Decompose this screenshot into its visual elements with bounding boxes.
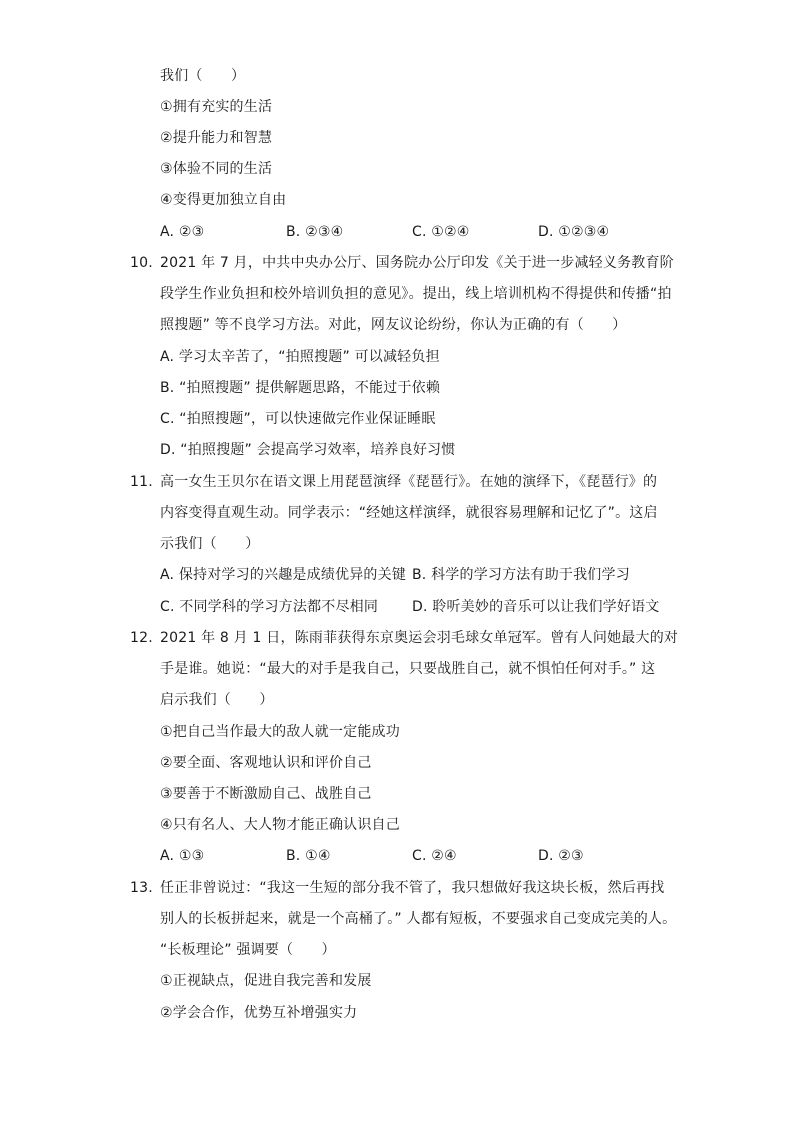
q12-option-b: B. ①④ bbox=[286, 848, 331, 864]
q12-option-c: C. ②④ bbox=[412, 848, 457, 864]
q9-statement-2: ②提升能力和智慧 bbox=[160, 130, 273, 146]
q12-statement-1: ①把自己当作最大的敌人就一定能成功 bbox=[160, 724, 400, 740]
q13-stem-line-1: 任正非曾说过：“我这一生短的部分我不管了，我只想做好我这块长板，然后再找 bbox=[160, 880, 665, 896]
q10-stem-line-1: 2021 年 7 月，中共中央办公厅、国务院办公厅印发《关于进一步减轻义务教育阶 bbox=[160, 255, 674, 271]
q10-number: 10. bbox=[130, 255, 153, 271]
q11-number: 11. bbox=[130, 474, 153, 490]
q12-statement-4: ④只有名人、大人物才能正确认识自己 bbox=[160, 817, 400, 833]
q12-option-d: D. ②③ bbox=[538, 848, 584, 864]
q11-option-a: A. 保持对学习的兴趣是成绩优异的关键 bbox=[160, 567, 407, 583]
q11-option-d: D. 聆听美妙的音乐可以让我们学好语文 bbox=[412, 599, 660, 615]
q11-stem-line-1: 高一女生王贝尔在语文课上用琵琶演绎《琵琶行》。在她的演绎下，《琵琶行》的 bbox=[160, 474, 658, 490]
q12-number: 12. bbox=[130, 630, 153, 646]
q10-option-a: A. 学习太辛苦了，“拍照搜题” 可以减轻负担 bbox=[160, 349, 440, 365]
q9-option-b: B. ②③④ bbox=[286, 224, 344, 240]
q12-option-a: A. ①③ bbox=[160, 848, 205, 864]
q9-statement-3: ③体验不同的生活 bbox=[160, 161, 273, 177]
q13-stem-line-2: 别人的长板拼起来，就是一个高桶了。” 人都有短板，不要强求自己变成完美的人。 bbox=[160, 911, 677, 927]
q11-stem-line-3: 示我们（ ） bbox=[160, 536, 260, 552]
q9-statement-4: ④变得更加独立自由 bbox=[160, 192, 287, 208]
q9-option-a: A. ②③ bbox=[160, 224, 205, 240]
q12-statement-2: ②要全面、客观地认识和评价自己 bbox=[160, 755, 372, 771]
q12-stem-line-3: 启示我们（ ） bbox=[160, 692, 274, 708]
q10-option-c: C. “拍照搜题”，可以快速做完作业保证睡眠 bbox=[160, 411, 436, 427]
q11-stem-line-2: 内容变得直观生动。同学表示：“经她这样演绎，就很容易理解和记忆了”。这启 bbox=[160, 505, 658, 521]
q10-stem-line-2: 段学生作业负担和校外培训负担的意见》。提出，线上培训机构不得提供和传播“拍 bbox=[160, 286, 672, 302]
q13-stem-line-3: “长板理论” 强调要（ ） bbox=[160, 942, 336, 958]
q11-option-c: C. 不同学科的学习方法都不尽相同 bbox=[160, 599, 379, 615]
q10-stem-line-3: 照搜题” 等不良学习方法。对此，网友议论纷纷，你认为正确的有（ ） bbox=[160, 317, 627, 333]
q12-stem-line-1: 2021 年 8 月 1 日，陈雨菲获得东京奥运会羽毛球女单冠军。曾有人问她最大的对 bbox=[160, 630, 679, 646]
q11-option-b: B. 科学的学习方法有助于我们学习 bbox=[412, 567, 630, 583]
q12-stem-line-2: 手是谁。她说：“最大的对手是我自己，只要战胜自己，就不惧怕任何对手。” 这 bbox=[160, 661, 656, 677]
q9-option-c: C. ①②④ bbox=[412, 224, 470, 240]
q13-statement-1: ①正视缺点，促进自我完善和发展 bbox=[160, 973, 372, 989]
q9-stem-tail: 我们（ ） bbox=[160, 68, 246, 84]
q9-option-d: D. ①②③④ bbox=[538, 224, 610, 240]
q9-statement-1: ①拥有充实的生活 bbox=[160, 99, 273, 115]
q10-option-b: B. “拍照搜题” 提供解题思路，不能过于依赖 bbox=[160, 380, 441, 396]
q12-statement-3: ③要善于不断激励自己、战胜自己 bbox=[160, 786, 372, 802]
q13-number: 13. bbox=[130, 880, 153, 896]
q10-option-d: D. “拍照搜题” 会提高学习效率，培养良好习惯 bbox=[160, 442, 456, 458]
q13-statement-2: ②学会合作，优势互补增强实力 bbox=[160, 1005, 358, 1021]
